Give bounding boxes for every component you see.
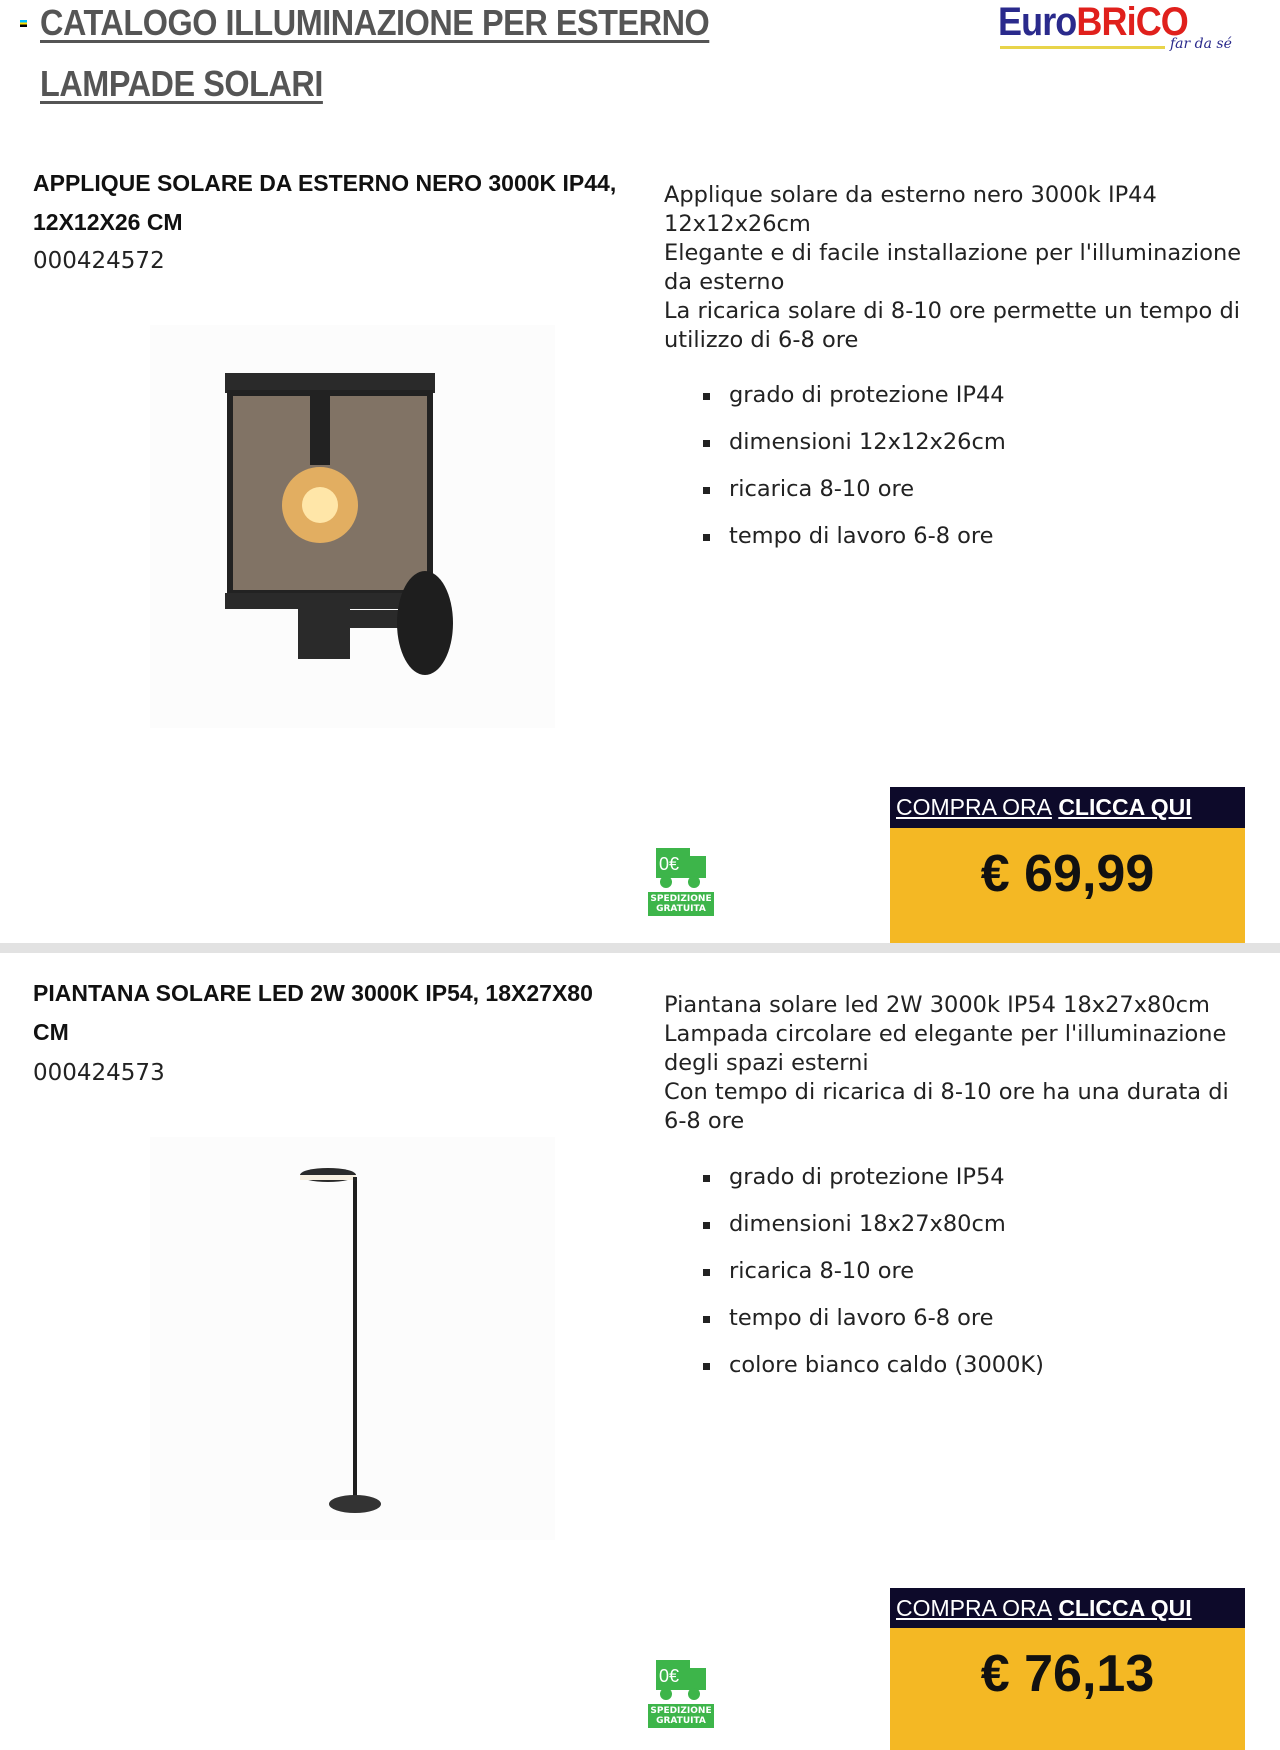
price-box[interactable]: € 76,13 [890, 1628, 1245, 1750]
product-image-wall-lamp [150, 325, 555, 728]
feature-list [703, 372, 1006, 560]
buy-now-link[interactable]: COMPRA ORA [896, 794, 1052, 820]
shipping-badge-text: 0€ [659, 1666, 680, 1686]
click-here-link[interactable]: CLICCA QUI [1058, 1595, 1192, 1621]
product-description [664, 991, 1256, 1136]
free-shipping-badge [648, 1660, 714, 1728]
feature-item: ricarica 8-10 ore [703, 466, 1006, 513]
truck-icon [648, 1660, 714, 1704]
shipping-badge-text: 0€ [659, 854, 680, 874]
section-divider [0, 943, 1280, 953]
product-title: APPLIQUE SOLARE DA ESTERNO NERO 3000K IP44, 12X12X26 CM [33, 170, 617, 235]
product-title: PIANTANA SOLARE LED 2W 3000K IP54, 18X27X80 CM [33, 980, 593, 1045]
product-code: 000424572 [33, 248, 165, 274]
wall-lamp-illustration [150, 325, 555, 728]
floor-lamp-illustration [150, 1137, 555, 1540]
description-line: Applique solare da esterno nero 3000k IP44 12x12x26cm [664, 182, 1157, 237]
shipping-label: SPEDIZIONE GRATUITA [648, 1704, 714, 1728]
description-line: Elegante e di facile installazione per l'illuminazione da esterno [664, 240, 1242, 295]
description-line: Lampada circolare ed elegante per l'illuminazione degli spazi esterni [664, 1021, 1227, 1076]
price-box[interactable]: € 69,99 [890, 828, 1245, 948]
logo-brico: BRiCO [1076, 0, 1188, 44]
catalog-title: CATALOGO ILLUMINAZIONE PER ESTERNO [40, 2, 710, 43]
eurobrico-logo[interactable] [998, 2, 1244, 56]
truck-icon [648, 848, 714, 892]
feature-item: tempo di lavoro 6-8 ore [703, 1295, 1044, 1342]
buy-now-bar[interactable] [890, 787, 1245, 828]
feature-item: dimensioni 12x12x26cm [703, 419, 1006, 466]
free-shipping-badge [648, 848, 714, 916]
logo-line [1000, 46, 1165, 49]
feature-list [703, 1154, 1044, 1389]
feature-item: colore bianco caldo (3000K) [703, 1342, 1044, 1389]
product-code: 000424573 [33, 1060, 165, 1086]
description-line: La ricarica solare di 8-10 ore permette un tempo di utilizzo di 6-8 ore [664, 298, 1241, 353]
feature-item: ricarica 8-10 ore [703, 1248, 1044, 1295]
feature-item: tempo di lavoro 6-8 ore [703, 513, 1006, 560]
shipping-label: SPEDIZIONE GRATUITA [648, 892, 714, 916]
catalog-subtitle: LAMPADE SOLARI [40, 63, 323, 104]
product-description [664, 181, 1256, 355]
buy-now-link[interactable]: COMPRA ORA [896, 1595, 1052, 1621]
click-here-link[interactable]: CLICCA QUI [1058, 794, 1192, 820]
logo-euro: Euro [998, 0, 1077, 44]
feature-item: dimensioni 18x27x80cm [703, 1201, 1044, 1248]
feature-item: grado di protezione IP44 [703, 372, 1006, 419]
description-line: Piantana solare led 2W 3000k IP54 18x27x80cm [664, 992, 1210, 1018]
feature-item: grado di protezione IP54 [703, 1154, 1044, 1201]
buy-now-bar[interactable] [890, 1588, 1245, 1629]
color-marker [20, 20, 27, 27]
logo-tagline: far da sé [1170, 36, 1232, 52]
description-line: Con tempo di ricarica di 8-10 ore ha una durata di 6-8 ore [664, 1079, 1229, 1134]
product-image-floor-lamp [150, 1137, 555, 1540]
